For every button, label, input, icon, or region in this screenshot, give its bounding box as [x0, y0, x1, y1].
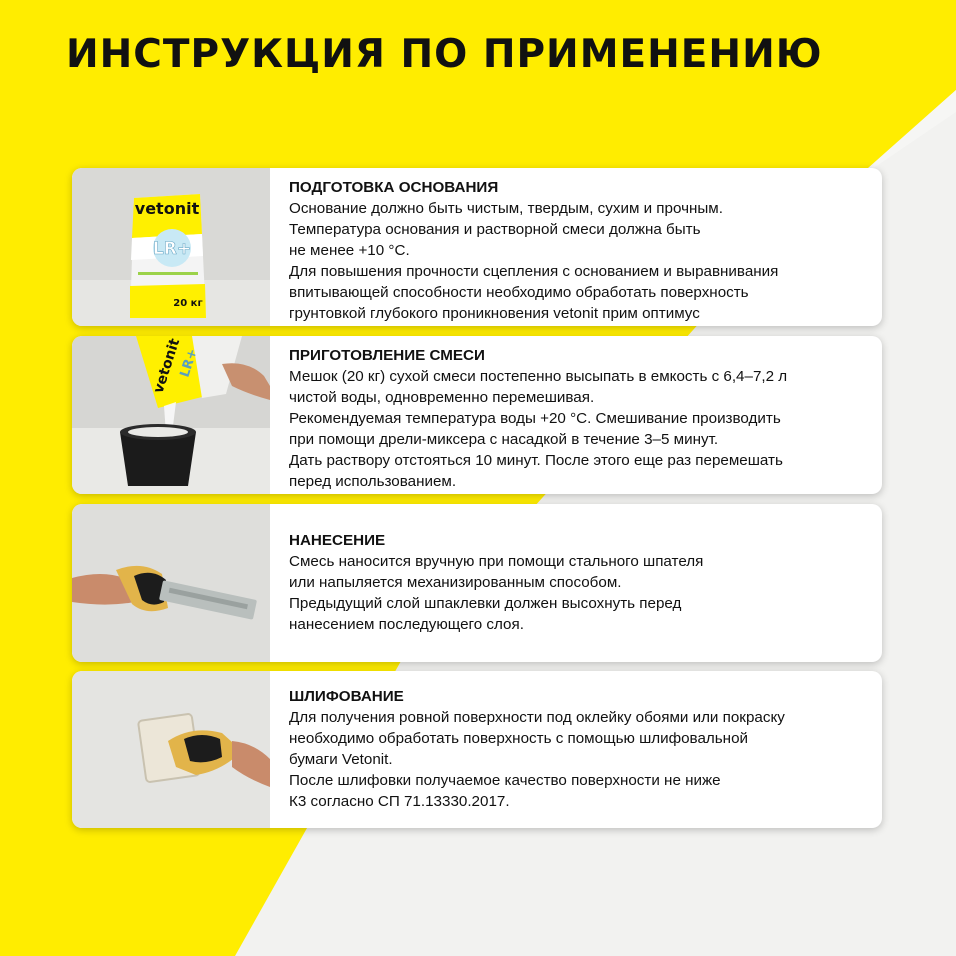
- vetonit-bag-image: [72, 168, 270, 326]
- step-text-line: чистой воды, одновременно перемешивая.: [289, 389, 595, 406]
- pouring-mix-image: [72, 336, 270, 494]
- step-text-line: нанесением последующего слоя.: [289, 616, 524, 633]
- step-text-line: необходимо обработать поверхность с помощью шлифовальной: [289, 730, 748, 747]
- step-text-line: После шлифовки получаемое качество поверхности не ниже: [289, 772, 721, 789]
- step-text-line: или напыляется механизированным способом.: [289, 574, 622, 591]
- step-card-mixing: [72, 336, 882, 494]
- page-title: ИНСТРУКЦИЯ ПО ПРИМЕНЕНИЮ: [66, 32, 823, 77]
- bag-brand-label: vetonit: [134, 199, 200, 218]
- step-text-line: перед использованием.: [289, 473, 457, 490]
- step-text-line: Смесь наносится вручную при помощи стального шпателя: [289, 553, 704, 570]
- step-text-line: Основание должно быть чистым, твердым, сухим и прочным.: [289, 200, 723, 217]
- step-card-application: [72, 504, 882, 662]
- step-title: ШЛИФОВАНИЕ: [289, 688, 404, 705]
- bag-product-label: LR+: [152, 239, 192, 259]
- step-title: ПОДГОТОВКА ОСНОВАНИЯ: [289, 179, 499, 196]
- sanding-image: [72, 671, 270, 828]
- step-text-line: Предыдущий слой шпаклевки должен высохнуть перед: [289, 595, 682, 612]
- bag-product-label: LR+: [177, 346, 201, 380]
- step-text-line: бумаги Vetonit.: [289, 751, 393, 768]
- bag-weight-label: 20 кг: [173, 298, 203, 309]
- bag-brand-label: vetonit: [150, 336, 184, 396]
- step-text-line: Для повышения прочности сцепления с основанием и выравнивания: [289, 263, 779, 280]
- spatula-image: [72, 504, 270, 662]
- step-text-line: Для получения ровной поверхности под оклейку обоями или покраску: [289, 709, 785, 726]
- step-title: НАНЕСЕНИЕ: [289, 532, 386, 549]
- step-title: ПРИГОТОВЛЕНИЕ СМЕСИ: [289, 347, 485, 364]
- step-text-line: Температура основания и растворной смеси должна быть: [289, 221, 701, 238]
- step-text-line: впитывающей способности необходимо обработать поверхность: [289, 284, 749, 301]
- step-text-line: при помощи дрели-миксера с насадкой в течение 3–5 минут.: [289, 431, 719, 448]
- step-text-line: Мешок (20 кг) сухой смеси постепенно высыпать в емкость с 6,4–7,2 л: [289, 368, 788, 385]
- step-text-line: К3 согласно СП 71.13330.2017.: [289, 793, 510, 810]
- step-card-sanding: [72, 671, 882, 828]
- step-text-line: Рекомендуемая температура воды +20 °С. Смешивание производить: [289, 410, 781, 427]
- step-text-line: не менее +10 °С.: [289, 242, 410, 259]
- step-text-line: грунтовкой глубокого проникновения vetonit прим оптимус: [289, 305, 700, 322]
- step-card-preparation: [72, 168, 882, 326]
- step-text-line: Дать раствору отстояться 10 минут. После этого еще раз перемешать: [289, 452, 783, 469]
